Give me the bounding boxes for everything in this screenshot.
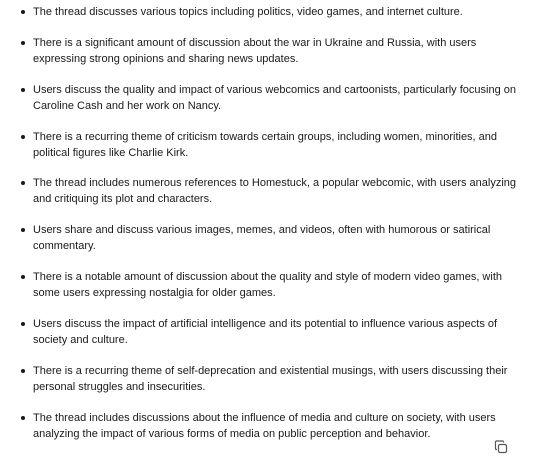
summary-bullet: There is a recurring theme of criticism towards certain groups, including women, minorities, and political figures like Charlie Kirk. [0,129,552,161]
summary-bullet: The thread includes discussions about the influence of media and culture on society, with users analyzing the impact of various forms of media on public perception and behavior. [0,410,552,442]
summary-bullet: The thread includes numerous references to Homestuck, a popular webcomic, with users analyzing and critiquing its plot and characters. [0,175,552,207]
summary-bullet: There is a significant amount of discussion about the war in Ukraine and Russia, with users expressing strong opinions and sharing news updates. [0,35,552,67]
summary-bullet: Users discuss the impact of artificial intelligence and its potential to influence various aspects of society and culture. [0,316,552,348]
summary-bullet: The thread discusses various topics including politics, video games, and internet culture. [0,4,552,20]
summary-bullet: There is a notable amount of discussion about the quality and style of modern video games, with some users expressing nostalgia for older games. [0,269,552,301]
summary-bullet: There is a recurring theme of self-deprecation and existential musings, with users discussing their personal struggles and insecurities. [0,363,552,395]
copy-icon [494,440,508,454]
summary-bullet: Users share and discuss various images, memes, and videos, often with humorous or satirical commentary. [0,222,552,254]
summary-bullet: Users discuss the quality and impact of various webcomics and cartoonists, particularly focusing on Caroline Cash and her work on Nancy. [0,82,552,114]
copy-button[interactable] [494,440,508,454]
